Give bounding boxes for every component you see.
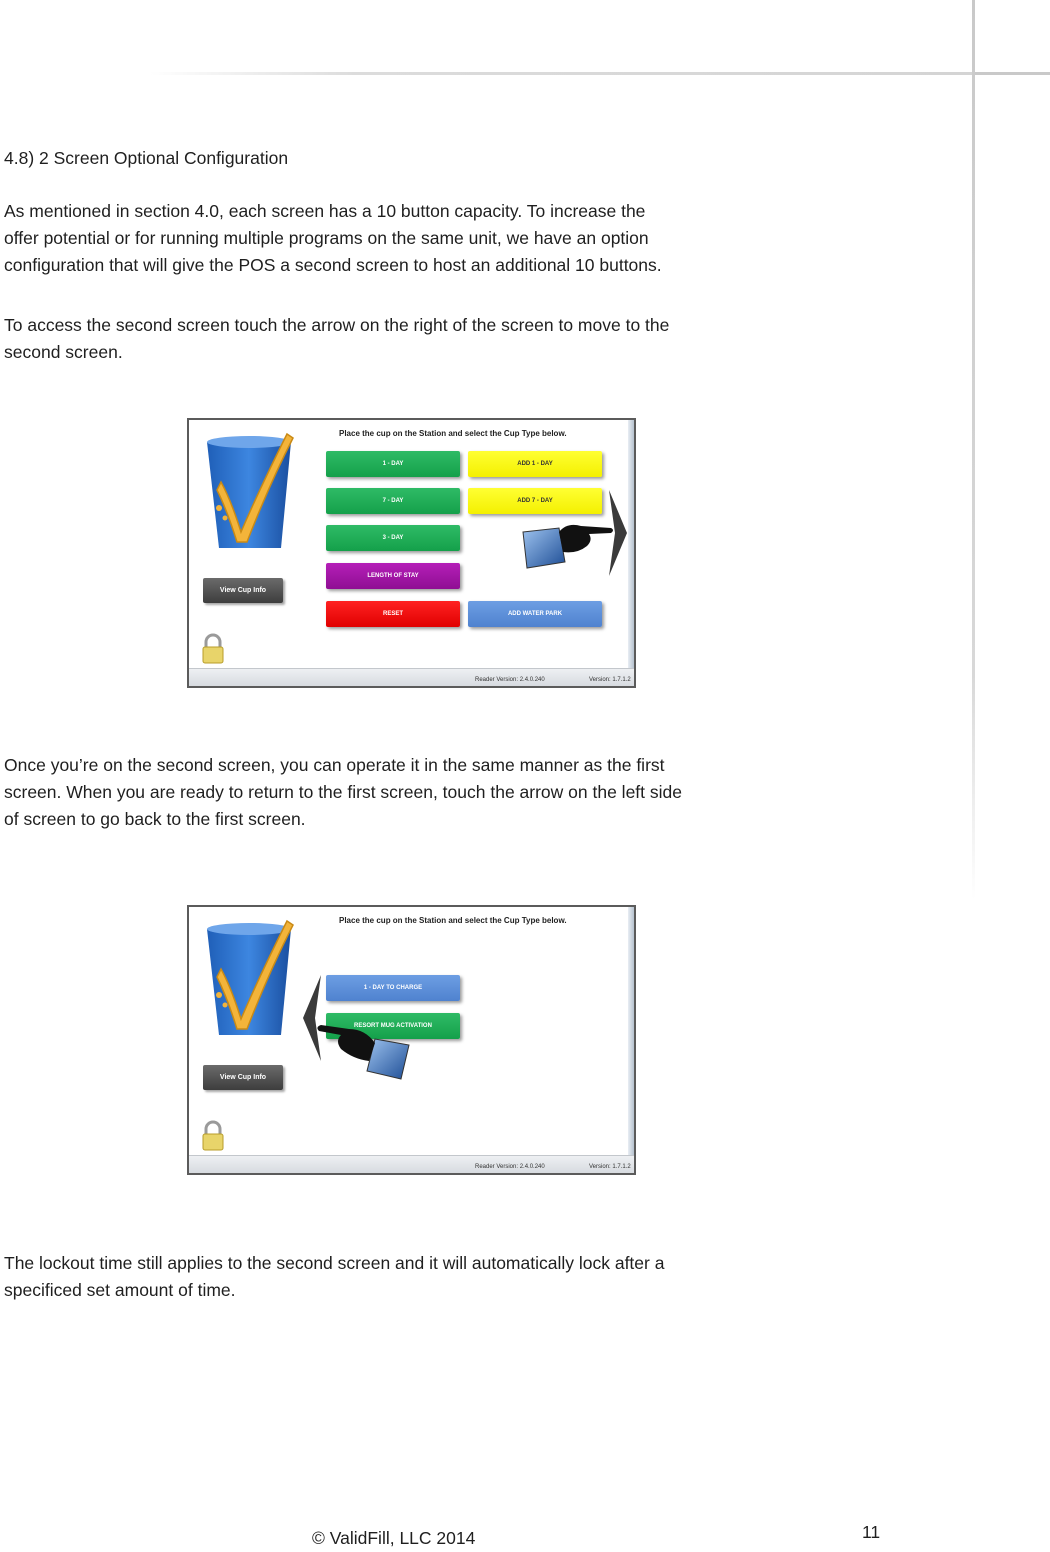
- paragraph-second-screen: [4, 752, 914, 833]
- button-length-of-stay[interactable]: LENGTH OF STAY: [326, 563, 460, 589]
- reader-version: Reader Version: 2.4.0.240: [475, 677, 545, 683]
- paragraph-line: of screen to go back to the first screen.: [4, 809, 306, 829]
- view-cup-info-button[interactable]: View Cup Info: [203, 578, 283, 603]
- view-cup-info-button[interactable]: View Cup Info: [203, 1065, 283, 1090]
- pos-screen-first: [187, 418, 636, 688]
- header-rule: [150, 72, 972, 75]
- paragraph-line: screen. When you are ready to return to the first screen, touch the arrow on the left side: [4, 782, 682, 802]
- pos-screen-second: [187, 905, 636, 1175]
- paragraph-line: The lockout time still applies to the second screen and it will automatically lock after a: [4, 1253, 665, 1273]
- button-7-day[interactable]: 7 - DAY: [326, 488, 460, 514]
- status-bar: [189, 668, 634, 686]
- button-add-water-park[interactable]: ADD WATER PARK: [468, 601, 602, 627]
- header-rule-right: [975, 72, 1050, 75]
- screen-instruction: Place the cup on the Station and select the Cup Type below.: [339, 429, 567, 438]
- paragraph-capacity: [4, 198, 884, 279]
- button-reset[interactable]: RESET: [326, 601, 460, 627]
- app-version: Version: 1.7.1.2: [589, 1164, 631, 1170]
- status-bar: [189, 1155, 634, 1173]
- validfill-cup-logo: [199, 917, 299, 1042]
- validfill-cup-logo: [199, 430, 299, 555]
- button-1-day-to-charge[interactable]: 1 - DAY TO CHARGE: [326, 975, 460, 1001]
- window-frame: [628, 420, 634, 686]
- right-arrow-icon[interactable]: [607, 488, 629, 578]
- window-frame: [628, 907, 634, 1173]
- section-heading: 4.8) 2 Screen Optional Configuration: [4, 148, 289, 168]
- button-add-7-day[interactable]: ADD 7 - DAY: [468, 488, 602, 514]
- page-number: 11: [862, 1522, 881, 1542]
- copyright-footer: © ValidFill, LLC 2014: [312, 1528, 476, 1548]
- button-3-day[interactable]: 3 - DAY: [326, 525, 460, 551]
- margin-rule: [972, 0, 975, 900]
- lock-icon[interactable]: [201, 633, 225, 665]
- paragraph-line: To access the second screen touch the arrow on the right of the screen to move to the: [4, 315, 670, 335]
- button-resort-mug-activation[interactable]: RESORT MUG ACTIVATION: [326, 1013, 460, 1039]
- paragraph-line: second screen.: [4, 342, 123, 362]
- paragraph-line: As mentioned in section 4.0, each screen has a 10 button capacity. To increase the: [4, 201, 646, 221]
- screen-instruction: Place the cup on the Station and select the Cup Type below.: [339, 916, 567, 925]
- button-1-day[interactable]: 1 - DAY: [326, 451, 460, 477]
- paragraph-line: offer potential or for running multiple programs on the same unit, we have an option: [4, 228, 649, 248]
- reader-version: Reader Version: 2.4.0.240: [475, 1164, 545, 1170]
- app-version: Version: 1.7.1.2: [589, 677, 631, 683]
- paragraph-access: [4, 312, 884, 366]
- paragraph-line: configuration that will give the POS a second screen to host an additional 10 buttons.: [4, 255, 662, 275]
- lock-icon[interactable]: [201, 1120, 225, 1152]
- paragraph-lockout: [4, 1250, 904, 1304]
- paragraph-line: Once you’re on the second screen, you can operate it in the same manner as the first: [4, 755, 665, 775]
- button-add-1-day[interactable]: ADD 1 - DAY: [468, 451, 602, 477]
- paragraph-line: specificed set amount of time.: [4, 1280, 236, 1300]
- pointing-hand-icon: [305, 999, 417, 1089]
